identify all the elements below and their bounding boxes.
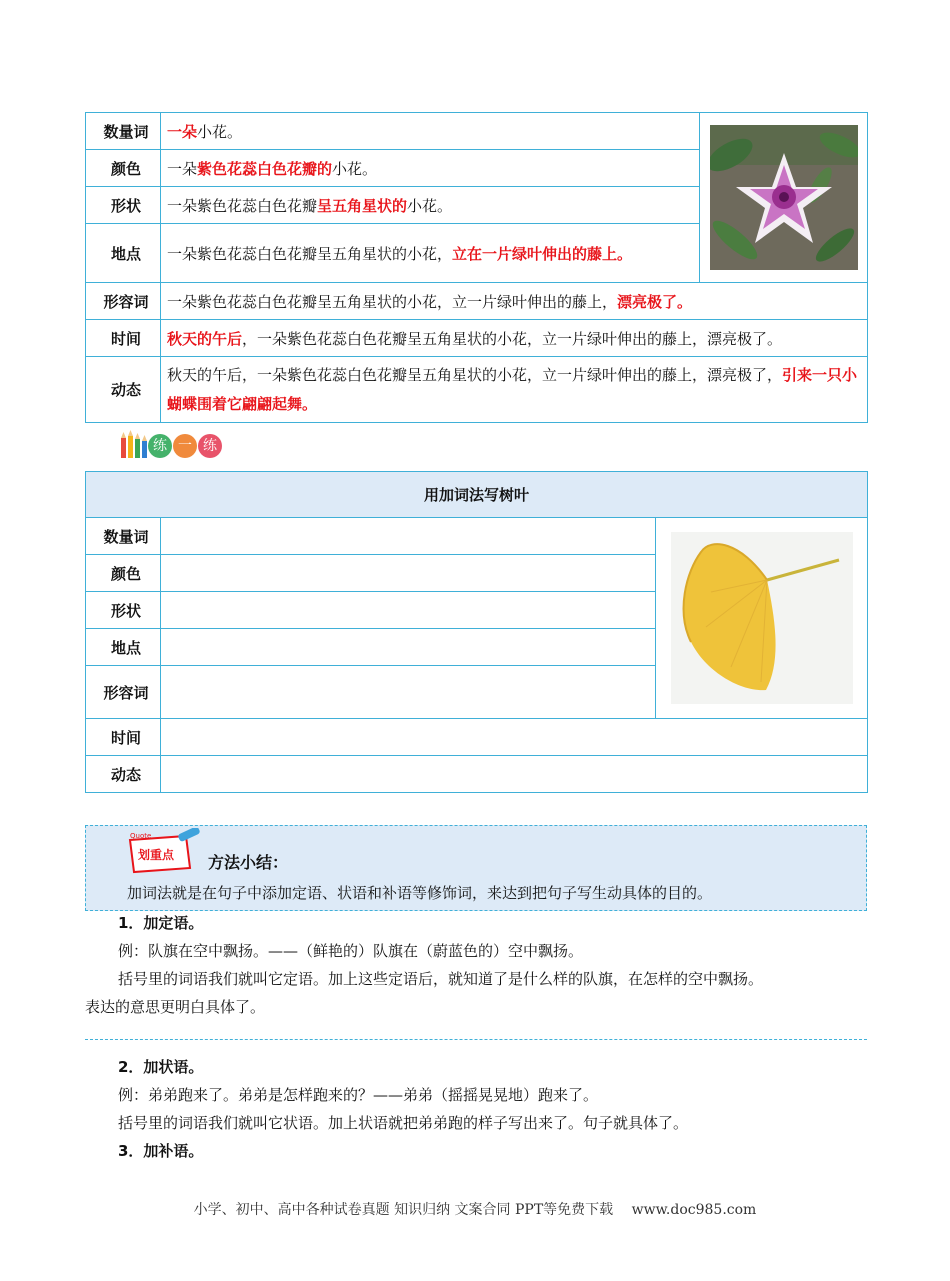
highlighted-phrase: 紫色花蕊白色花瓣的 [197, 159, 333, 178]
highlight-badge-label: 划重点 [138, 848, 175, 862]
practice-label: 形容词 [86, 666, 161, 719]
leaf-practice-table [85, 471, 868, 793]
answer-blank[interactable] [161, 629, 656, 666]
highlighted-phrase: 呈五角星状的 [317, 196, 408, 215]
answer-blank[interactable] [161, 719, 868, 756]
row-label: 动态 [86, 357, 161, 423]
practice-label: 时间 [86, 719, 161, 756]
method-summary-box [85, 825, 867, 911]
practice-label: 形状 [86, 592, 161, 629]
row-sentence [161, 150, 700, 187]
answer-blank[interactable] [161, 592, 656, 629]
practice-label: 地点 [86, 629, 161, 666]
practice-label: 颜色 [86, 555, 161, 592]
ginkgo-leaf-photo [671, 532, 853, 704]
highlighted-phrase: 一朵 [167, 122, 198, 141]
row-label: 形容词 [86, 283, 161, 320]
row-sentence [161, 357, 868, 423]
row-label: 数量词 [86, 113, 161, 150]
section3-heading: 3．加补语。 [118, 1142, 204, 1160]
section1-heading: 1．加定语。 [118, 914, 204, 932]
highlighted-phrase: 秋天的午后 [167, 329, 243, 348]
row-label: 地点 [86, 224, 161, 283]
sentence-fragment: 一朵紫色花蕊白色花瓣呈五角星状的小花，立一片绿叶伸出的藤上， [167, 292, 618, 311]
answer-blank[interactable] [161, 555, 656, 592]
practice-badge [118, 430, 228, 462]
flower-photo [710, 125, 858, 270]
flower-example-table [85, 112, 868, 423]
summary-text: 加词法就是在句子中添加定语、状语和补语等修饰词，来达到把句子写生动具体的目的。 [127, 884, 713, 902]
row-sentence [161, 187, 700, 224]
row-sentence [161, 113, 700, 150]
section1-example: 例：队旗在空中飘扬。——（鲜艳的）队旗在（蔚蓝色的）空中飘扬。 [118, 942, 584, 960]
row-label: 颜色 [86, 150, 161, 187]
sentence-fragment: 小花。 [332, 159, 378, 178]
sentence-fragment: 一朵紫色花蕊白色花瓣呈五角星状的小花， [167, 244, 453, 263]
section2-heading: 2．加状语。 [118, 1058, 204, 1076]
badge-char-2: 一 [173, 434, 197, 458]
answer-blank[interactable] [161, 518, 656, 555]
sentence-fragment: 一朵紫色花蕊白色花瓣 [167, 196, 318, 215]
row-sentence [161, 283, 868, 320]
row-label: 时间 [86, 320, 161, 357]
row-sentence [161, 224, 700, 283]
section1-explain-2: 表达的意思更明白具体了。 [85, 998, 266, 1016]
section2-example: 例：弟弟跑来了。弟弟是怎样跑来的？——弟弟（摇摇晃晃地）跑来了。 [118, 1086, 599, 1104]
answer-blank[interactable] [161, 666, 656, 719]
section-divider [85, 1039, 867, 1040]
highlighted-phrase: 漂亮极了。 [617, 292, 693, 311]
pencils-icon [118, 430, 148, 460]
section2-explain: 括号里的词语我们就叫它状语。加上状语就把弟弟跑的样子写出来了。句子就具体了。 [118, 1114, 689, 1132]
leaf-image-cell [656, 518, 868, 719]
highlighted-phrase: 立在一片绿叶伸出的藤上。 [452, 244, 633, 263]
sentence-fragment: 小花。 [407, 196, 453, 215]
sentence-fragment: 秋天的午后，一朵紫色花蕊白色花瓣呈五角星状的小花，立一片绿叶伸出的藤上，漂亮极了， [167, 365, 783, 384]
answer-blank[interactable] [161, 756, 868, 793]
sentence-fragment: 一朵 [167, 159, 198, 178]
highlighted-phrase: 引来一只小蝴蝶围着它翩翩起舞。 [167, 365, 858, 413]
sentence-fragment: ，一朵紫色花蕊白色花瓣呈五角星状的小花，立一片绿叶伸出的藤上，漂亮极了。 [242, 329, 783, 348]
row-label: 形状 [86, 187, 161, 224]
page-footer: 小学、初中、高中各种试卷真题 知识归纳 文案合同 PPT等免费下载 www.doc985.com [193, 1202, 757, 1218]
badge-char-1: 练 [148, 434, 172, 458]
practice-label: 动态 [86, 756, 161, 793]
practice-table-title: 用加词法写树叶 [86, 472, 868, 518]
row-sentence [161, 320, 868, 357]
practice-label: 数量词 [86, 518, 161, 555]
summary-heading: 方法小结： [208, 853, 289, 872]
section1-explain-1: 括号里的词语我们就叫它定语。加上这些定语后，就知道了是什么样的队旗，在怎样的空中飘扬。 [118, 970, 764, 988]
badge-char-3: 练 [198, 434, 222, 458]
quote-mark: Quote [130, 832, 152, 840]
sentence-fragment: 小花。 [197, 122, 243, 141]
flower-image-cell [700, 113, 868, 283]
